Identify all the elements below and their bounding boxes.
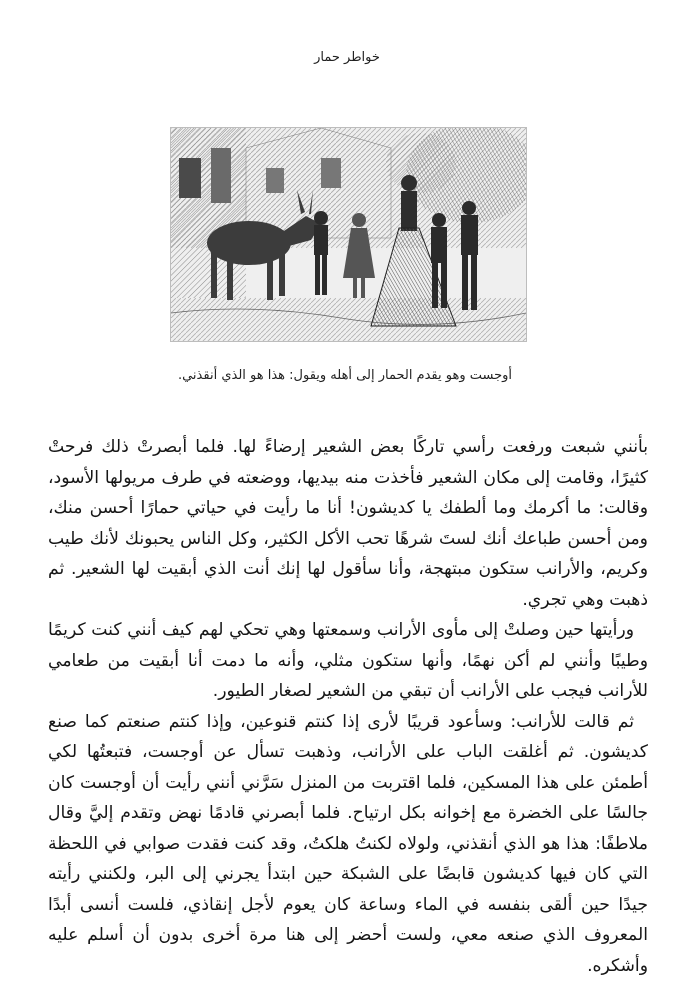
engraving-illustration [170, 127, 527, 342]
illustration-caption: أوجست وهو يقدم الحمار إلى أهله ويقول: هذا هو الذي أنقذني. [177, 368, 513, 383]
paragraph: ثم قالت للأرانب: وسأعود قريبًا لأرى إذا كنتم قنوعين، وإذا كنتم صنعتم كما صنع كديشون. ثم أغلقت الباب على الأرانب، وذهبت تسأل عن أوجست، فتبعتُها لكي أطمئن على هذا المسكين، فلما اقتربت من المنزل سَرَّني أنني رأيت أن أوجست كان جالسًا على الخضرة مع إخوانه بكل ارتياح. فلما أبصرني قادمًا نهض وتقدم إليَّ وقال ملاطفًا: هذا هو الذي أنقذني، ولولاه لكنتُ هلكتُ، وقد كنت فقدت صوابي في اللحظة التي كان فيها كديشون قابضًا على الشبكة حين ابتدأ يجرني إلى البر، ولكنني رأيته جيدًا حين ألقى بنفسه في الماء وساعة كان يعوم لأجل إنقاذي، فلست أنسى أبدًا المعروف الذي صنعه معي، ولست أحضر إلى هنا مرة أخرى بدون أن أسلم عليه وأشكره. [48, 711, 648, 976]
body-text [48, 432, 648, 981]
paragraph: ورأيتها حين وصلتْ إلى مأوى الأرانب وسمعتها وهي تحكي لهم كيف أنني كنت كريمًا وطيبًا وأنني لم أكن نهمًا، وأنها ستكون مثلي، وأنه ما دمت أنا أبقيت من طعامي للأرانب فيجب على الأرانب أن تبقي من الشعير لصغار الطيور. [48, 620, 648, 701]
paragraph: بأنني شبعت ورفعت رأسي تاركًا بعض الشعير إرضاءً لها. فلما أبصرتْ ذلك فرحتْ كثيرًا، وقامت إلى مكان الشعير فأخذت منه بيديها، ووضعته في طرف مريولها الأسود، وقالت: ما أكرمك وما ألطفك يا كديشون! أنا ما رأيت في حياتي حمارًا أحسن منك، ومن أحسن طباعك أنك لستَ شرهًا تحب الأكل الكثير، وكل الناس يحبونك لأنك طيب وكريم، والأرانب ستكون مبتهجة، وأنا سأقول لها إنك أنت الذي أبقيت لها الشعير. ثم ذهبت وهي تجري. [48, 437, 648, 610]
donkey-children-engraving-image [171, 128, 526, 341]
running-header: خواطر حمار [314, 50, 380, 65]
